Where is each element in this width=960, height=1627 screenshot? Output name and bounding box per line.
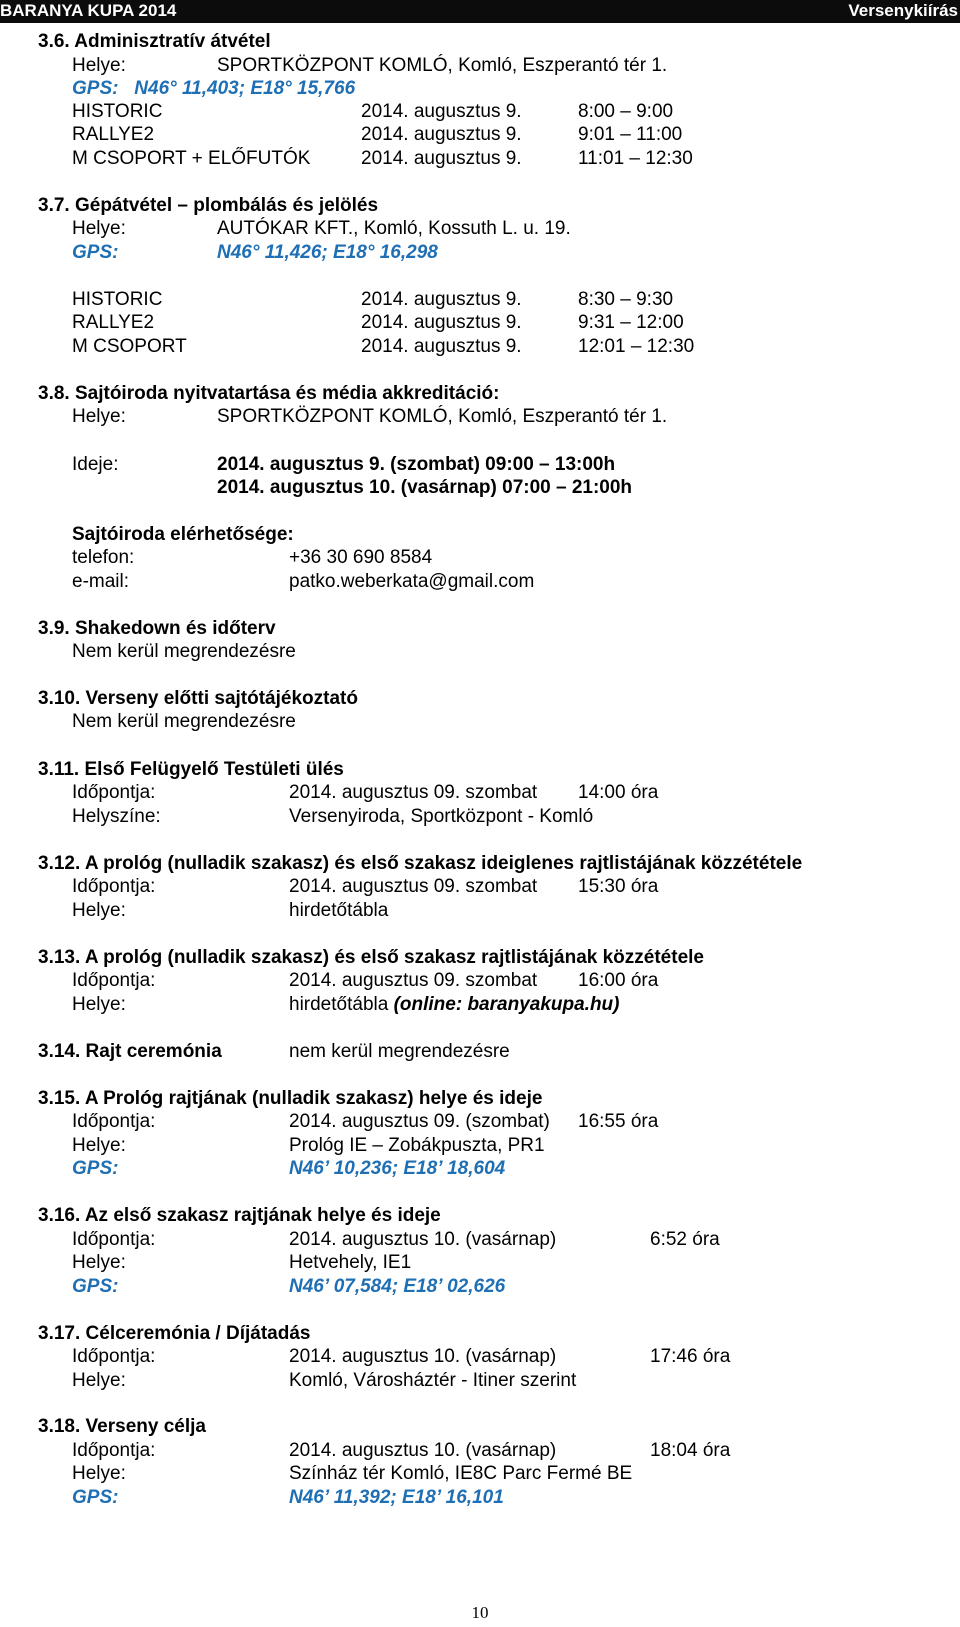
section-3-12-title: 3.12. A prológ (nulladik szakasz) és első szakasz ideiglenes rajtlistájának közzététele [38, 853, 803, 874]
s37-row-date: 2014. augusztus 9. [361, 289, 522, 310]
s315-time-label: Időpontja: [72, 1111, 156, 1132]
section-3-15-title: 3.15. A Prológ rajtjának (nulladik szakasz) helye és ideje [38, 1088, 543, 1109]
header-doc-type: Versenykiírás [848, 1, 958, 20]
s315-gps-label: GPS: [72, 1158, 119, 1179]
s315-time-hour: 16:55 óra [578, 1111, 659, 1132]
s36-row-cat: HISTORIC [72, 101, 163, 122]
s313-place [289, 994, 620, 1016]
s37-gps-label: GPS: [72, 242, 119, 263]
s311-time-date: 2014. augusztus 09. szombat [289, 782, 538, 803]
s317-time-label: Időpontja: [72, 1346, 156, 1367]
s317-time-date: 2014. augusztus 10. (vasárnap) [289, 1346, 557, 1367]
s37-row-time: 9:31 – 12:00 [578, 312, 684, 333]
s38-time-label: Ideje: [72, 454, 119, 475]
s36-row-time: 8:00 – 9:00 [578, 101, 674, 122]
s318-gps-label: GPS: [72, 1487, 119, 1508]
s312-time-hour: 15:30 óra [578, 876, 659, 897]
s37-place: AUTÓKAR KFT., Komló, Kossuth L. u. 19. [217, 218, 571, 239]
s37-row-date: 2014. augusztus 9. [361, 312, 522, 333]
section-3-13-title: 3.13. A prológ (nulladik szakasz) és első szakasz rajtlistájának közzététele [38, 947, 704, 968]
s315-time-date: 2014. augusztus 09. (szombat) [289, 1111, 550, 1132]
gps-label: GPS: [72, 78, 119, 99]
s37-row-cat: M CSOPORT [72, 336, 187, 357]
s316-place: Hetvehely, IE1 [289, 1252, 412, 1273]
s37-row-cat: HISTORIC [72, 289, 163, 310]
s318-time-hour: 18:04 óra [650, 1440, 731, 1461]
s314-text: nem kerül megrendezésre [289, 1041, 510, 1062]
s38-place-label: Helye: [72, 406, 126, 427]
s37-row-time: 8:30 – 9:30 [578, 289, 674, 310]
s38-place: SPORTKÖZPONT KOMLÓ, Komló, Eszperantó tér 1. [217, 406, 668, 427]
s316-place-label: Helye: [72, 1252, 126, 1273]
page-number: 10 [471, 1603, 489, 1622]
s36-row-date: 2014. augusztus 9. [361, 124, 522, 145]
s318-place-label: Helye: [72, 1463, 126, 1484]
s313-time-label: Időpontja: [72, 970, 156, 991]
section-3-11-title: 3.11. Első Felügyelő Testületi ülés [38, 759, 344, 780]
s316-time-hour: 6:52 óra [650, 1229, 720, 1250]
section-3-8-title: 3.8. Sajtóiroda nyitvatartása és média akkreditáció: [38, 383, 500, 404]
s312-place: hirdetőtábla [289, 900, 389, 921]
s36-row-time: 11:01 – 12:30 [578, 148, 693, 169]
section-3-7-title: 3.7. Gépátvétel – plombálás és jelölés [38, 195, 379, 216]
s316-gps: N46’ 07,584; E18’ 02,626 [289, 1276, 506, 1297]
s318-gps: N46’ 11,392; E18’ 16,101 [289, 1487, 504, 1508]
section-3-16-title: 3.16. Az első szakasz rajtjának helye és ideje [38, 1205, 441, 1226]
header-title: BARANYA KUPA 2014 [0, 1, 177, 20]
section-3-14-title: 3.14. Rajt ceremónia [38, 1041, 222, 1062]
s36-row-date: 2014. augusztus 9. [361, 101, 522, 122]
s38-time-1: 2014. augusztus 9. (szombat) 09:00 – 13:00h [217, 454, 616, 475]
s37-row-cat: RALLYE2 [72, 312, 155, 333]
s36-place: SPORTKÖZPONT KOMLÓ, Komló, Eszperantó tér 1. [217, 55, 668, 76]
s311-place-label: Helyszíne: [72, 806, 161, 827]
s36-row-cat: RALLYE2 [72, 124, 155, 145]
section-3-10-title: 3.10. Verseny előtti sajtótájékoztató [38, 688, 358, 709]
s311-time-hour: 14:00 óra [578, 782, 659, 803]
s313-time-hour: 16:00 óra [578, 970, 659, 991]
s318-time-label: Időpontja: [72, 1440, 156, 1461]
s312-time-label: Időpontja: [72, 876, 156, 897]
gps-coords: N46° 11,403; E18° 15,766 [134, 78, 356, 99]
s315-gps: N46’ 10,236; E18’ 18,604 [289, 1158, 506, 1179]
s39-text: Nem kerül megrendezésre [72, 641, 296, 662]
s311-time-label: Időpontja: [72, 782, 156, 803]
section-3-9-title: 3.9. Shakedown és időterv [38, 618, 276, 639]
s316-time-label: Időpontja: [72, 1229, 156, 1250]
section-3-6-title: 3.6. Adminisztratív átvétel [38, 31, 271, 52]
s315-place-label: Helye: [72, 1135, 126, 1156]
s37-gps: N46° 11,426; E18° 16,298 [217, 242, 438, 263]
s38-contact-title: Sajtóiroda elérhetősége: [72, 524, 294, 545]
s317-time-hour: 17:46 óra [650, 1346, 731, 1367]
s38-phone: +36 30 690 8584 [289, 547, 433, 568]
s316-time-date: 2014. augusztus 10. (vasárnap) [289, 1229, 557, 1250]
s36-place-label: Helye: [72, 55, 126, 76]
s36-row-cat: M CSOPORT + ELŐFUTÓK [72, 148, 311, 169]
s315-place: Prológ IE – Zobákpuszta, PR1 [289, 1135, 545, 1156]
s311-place: Versenyiroda, Sportközpont - Komló [289, 806, 594, 827]
page-header [0, 0, 960, 23]
s37-row-time: 12:01 – 12:30 [578, 336, 695, 357]
s317-place: Komló, Városháztér - Itiner szerint [289, 1370, 577, 1391]
s312-place-label: Helye: [72, 900, 126, 921]
s38-email-label: e-mail: [72, 571, 130, 592]
section-3-18-title: 3.18. Verseny célja [38, 1416, 206, 1437]
s36-row-date: 2014. augusztus 9. [361, 148, 522, 169]
s316-gps-label: GPS: [72, 1276, 119, 1297]
s317-place-label: Helye: [72, 1370, 126, 1391]
s312-time-date: 2014. augusztus 09. szombat [289, 876, 538, 897]
place-text: hirdetőtábla [289, 994, 389, 1015]
s313-time-date: 2014. augusztus 09. szombat [289, 970, 538, 991]
s310-text: Nem kerül megrendezésre [72, 711, 296, 732]
s36-row-time: 9:01 – 11:00 [578, 124, 683, 145]
s313-place-label: Helye: [72, 994, 126, 1015]
s36-gps [72, 78, 355, 100]
s318-place: Színház tér Komló, IE8C Parc Fermé BE [289, 1463, 633, 1484]
s318-time-date: 2014. augusztus 10. (vasárnap) [289, 1440, 557, 1461]
section-3-17-title: 3.17. Célceremónia / Díjátadás [38, 1323, 311, 1344]
s38-time-2: 2014. augusztus 10. (vasárnap) 07:00 – 21:00h [217, 477, 633, 498]
s38-phone-label: telefon: [72, 547, 135, 568]
s38-email: patko.weberkata@gmail.com [289, 571, 535, 592]
online-link[interactable]: (online: baranyakupa.hu) [393, 994, 620, 1015]
s37-row-date: 2014. augusztus 9. [361, 336, 522, 357]
s37-place-label: Helye: [72, 218, 126, 239]
